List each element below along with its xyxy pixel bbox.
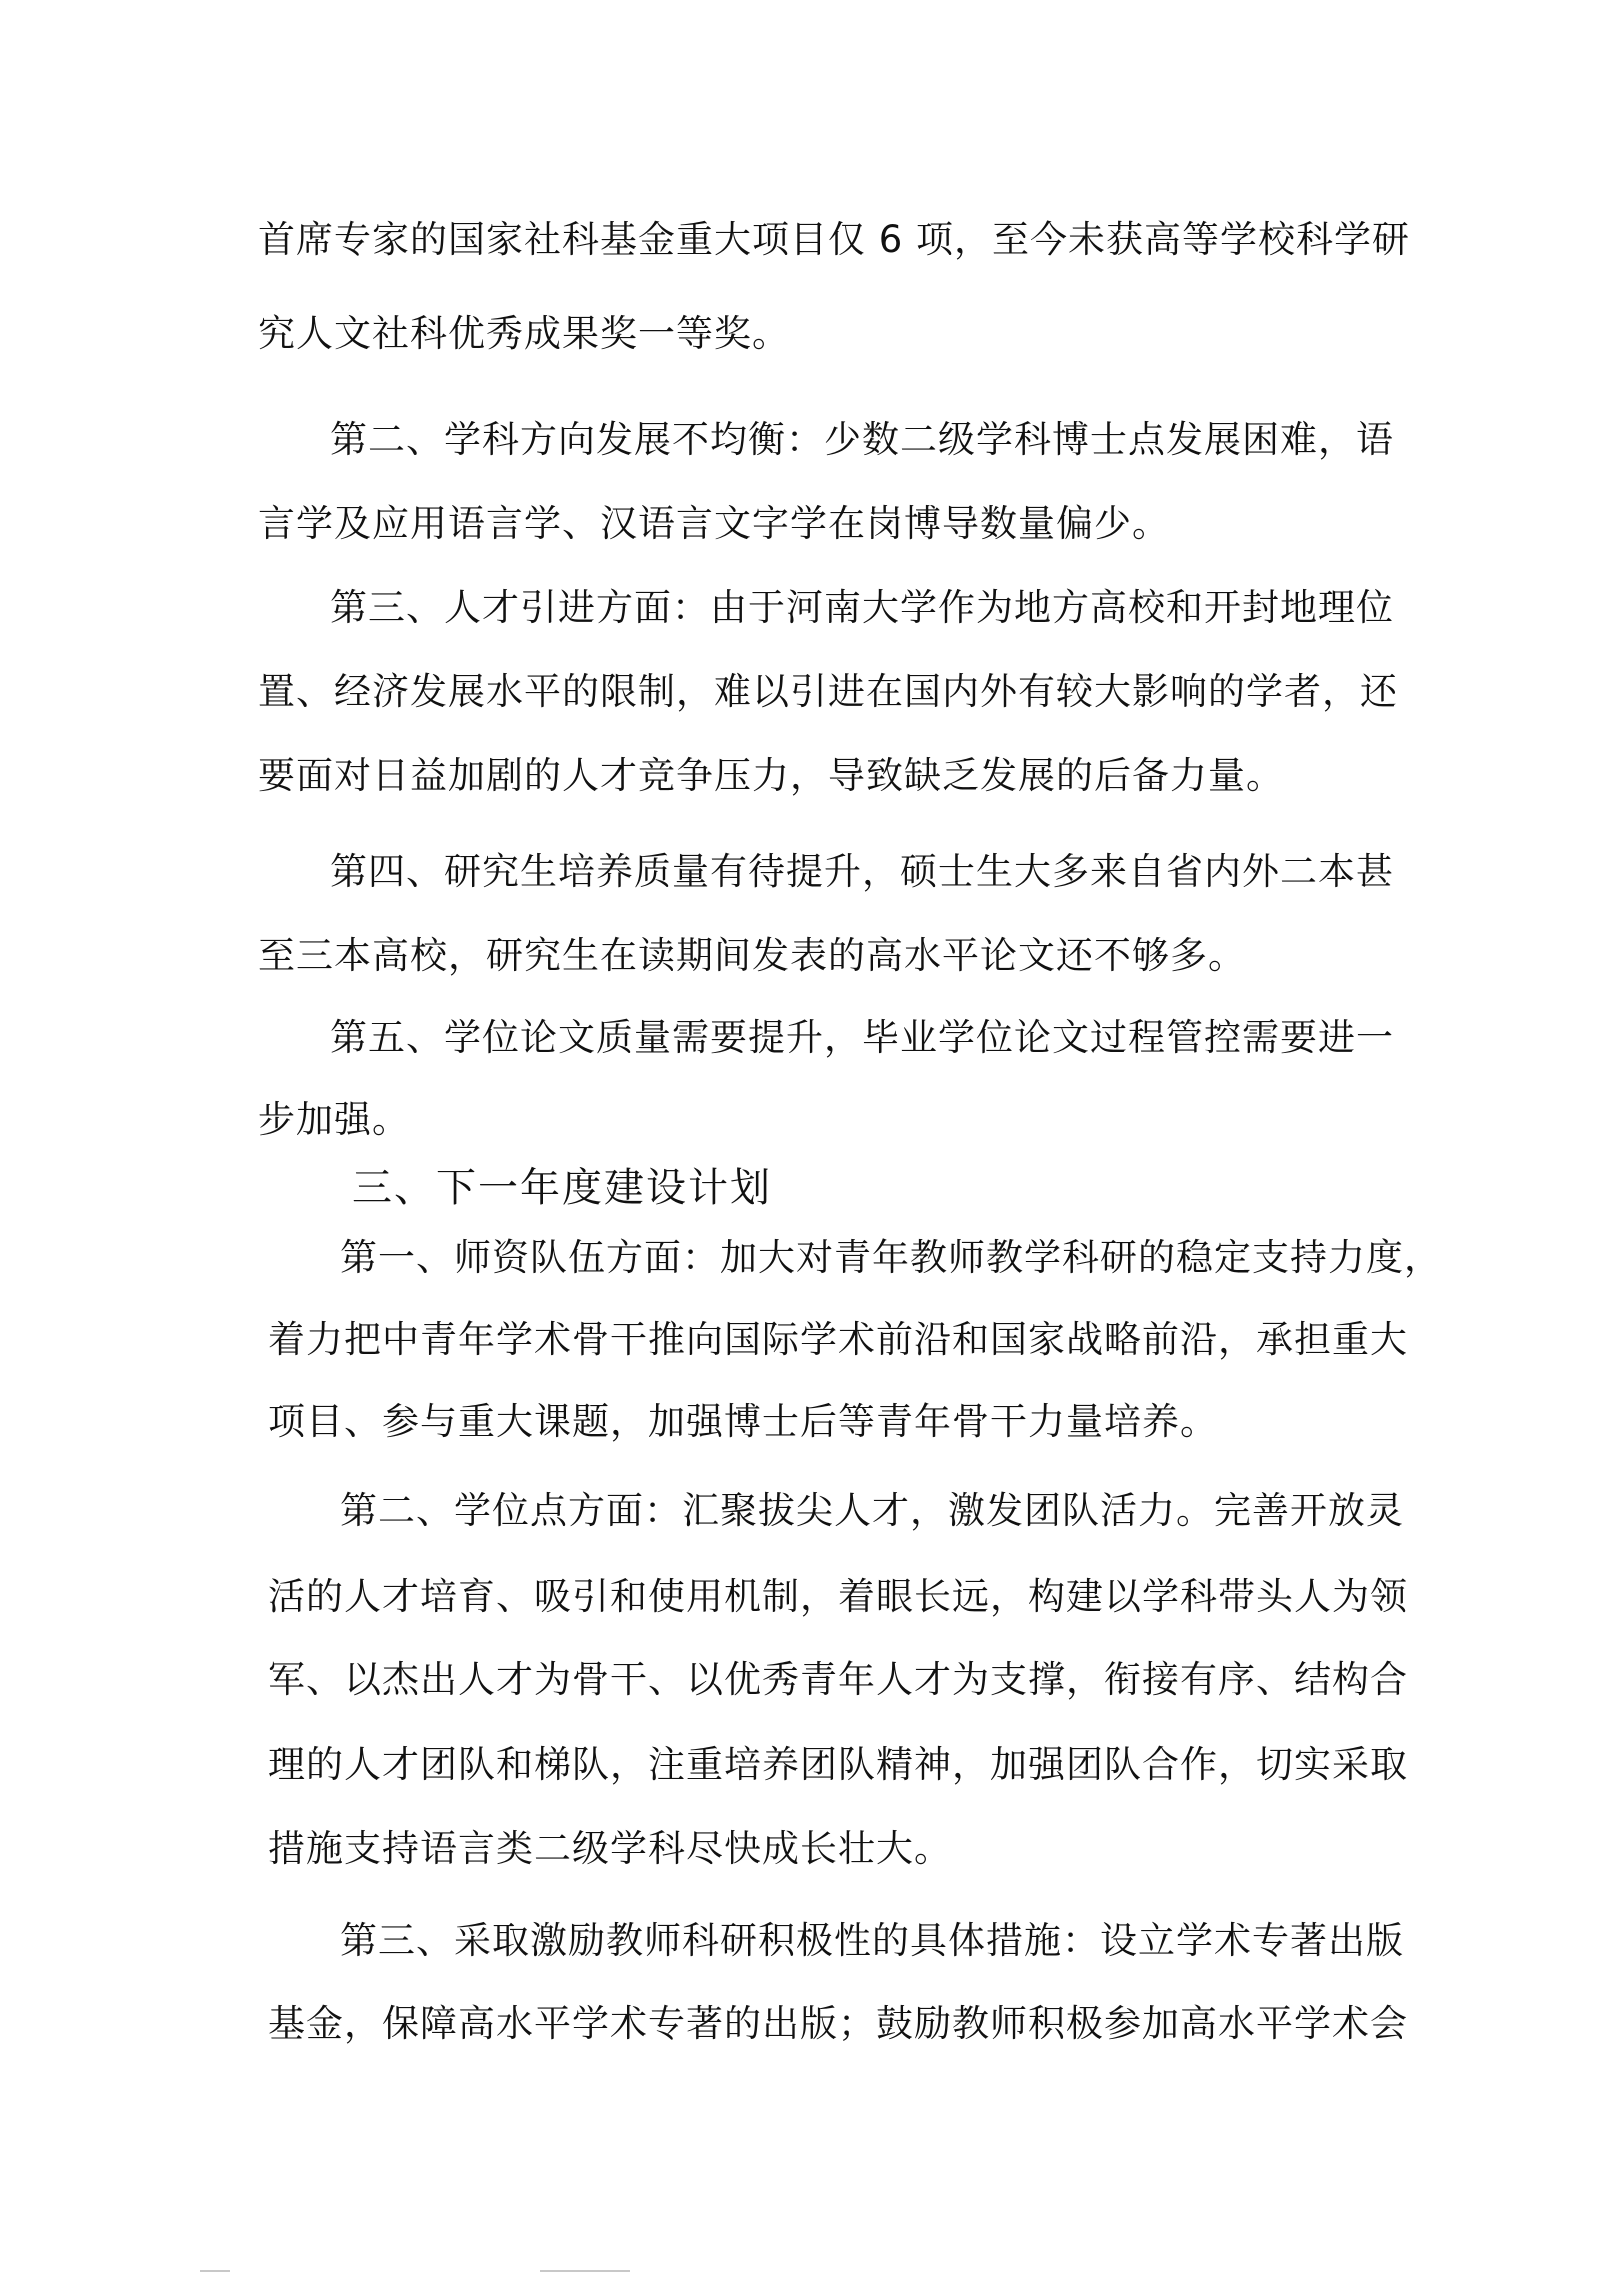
body-line: 置、经济发展水平的限制，难以引进在国内外有较大影响的学者，还 bbox=[258, 670, 1398, 713]
plan-line: 理的人才团队和梯队，注重培养团队精神，加强团队合作，切实采取 bbox=[268, 1743, 1408, 1786]
body-line: 第五、学位论文质量需要提升，毕业学位论文过程管控需要进一 bbox=[330, 1016, 1394, 1059]
scan-artifact bbox=[540, 2270, 630, 2272]
body-line: 第三、人才引进方面：由于河南大学作为地方高校和开封地理位 bbox=[330, 586, 1394, 629]
plan-line: 第二、学位点方面：汇聚拔尖人才，激发团队活力。完善开放灵 bbox=[340, 1489, 1404, 1532]
body-line: 究人文社科优秀成果奖一等奖。 bbox=[258, 312, 790, 355]
section-heading: 三、下一年度建设计划 bbox=[352, 1165, 772, 1211]
plan-line: 基金，保障高水平学术专著的出版；鼓励教师积极参加高水平学术会 bbox=[268, 2002, 1408, 2045]
body-line: 首席专家的国家社科基金重大项目仅 6 项，至今未获高等学校科学研 bbox=[258, 218, 1411, 261]
body-line: 言学及应用语言学、汉语言文字学在岗博导数量偏少。 bbox=[258, 502, 1170, 545]
body-line: 要面对日益加剧的人才竞争压力，导致缺乏发展的后备力量。 bbox=[258, 754, 1284, 797]
body-line: 第二、学科方向发展不均衡：少数二级学科博士点发展困难，语 bbox=[330, 418, 1394, 461]
plan-line: 军、以杰出人才为骨干、以优秀青年人才为支撑，衔接有序、结构合 bbox=[268, 1658, 1408, 1701]
plan-line: 第一、师资队伍方面：加大对青年教师教学科研的稳定支持力度， bbox=[340, 1236, 1442, 1279]
scan-artifact bbox=[200, 2270, 230, 2272]
plan-line: 着力把中青年学术骨干推向国际学术前沿和国家战略前沿，承担重大 bbox=[268, 1318, 1408, 1361]
body-line: 步加强。 bbox=[258, 1098, 410, 1141]
plan-line: 活的人才培育、吸引和使用机制，着眼长远，构建以学科带头人为领 bbox=[268, 1575, 1408, 1618]
body-line: 至三本高校，研究生在读期间发表的高水平论文还不够多。 bbox=[258, 934, 1246, 977]
plan-line: 第三、采取激励教师科研积极性的具体措施：设立学术专著出版 bbox=[340, 1919, 1404, 1962]
plan-line: 措施支持语言类二级学科尽快成长壮大。 bbox=[268, 1827, 952, 1870]
plan-line: 项目、参与重大课题，加强博士后等青年骨干力量培养。 bbox=[268, 1400, 1218, 1443]
body-line: 第四、研究生培养质量有待提升，硕士生大多来自省内外二本甚 bbox=[330, 850, 1394, 893]
